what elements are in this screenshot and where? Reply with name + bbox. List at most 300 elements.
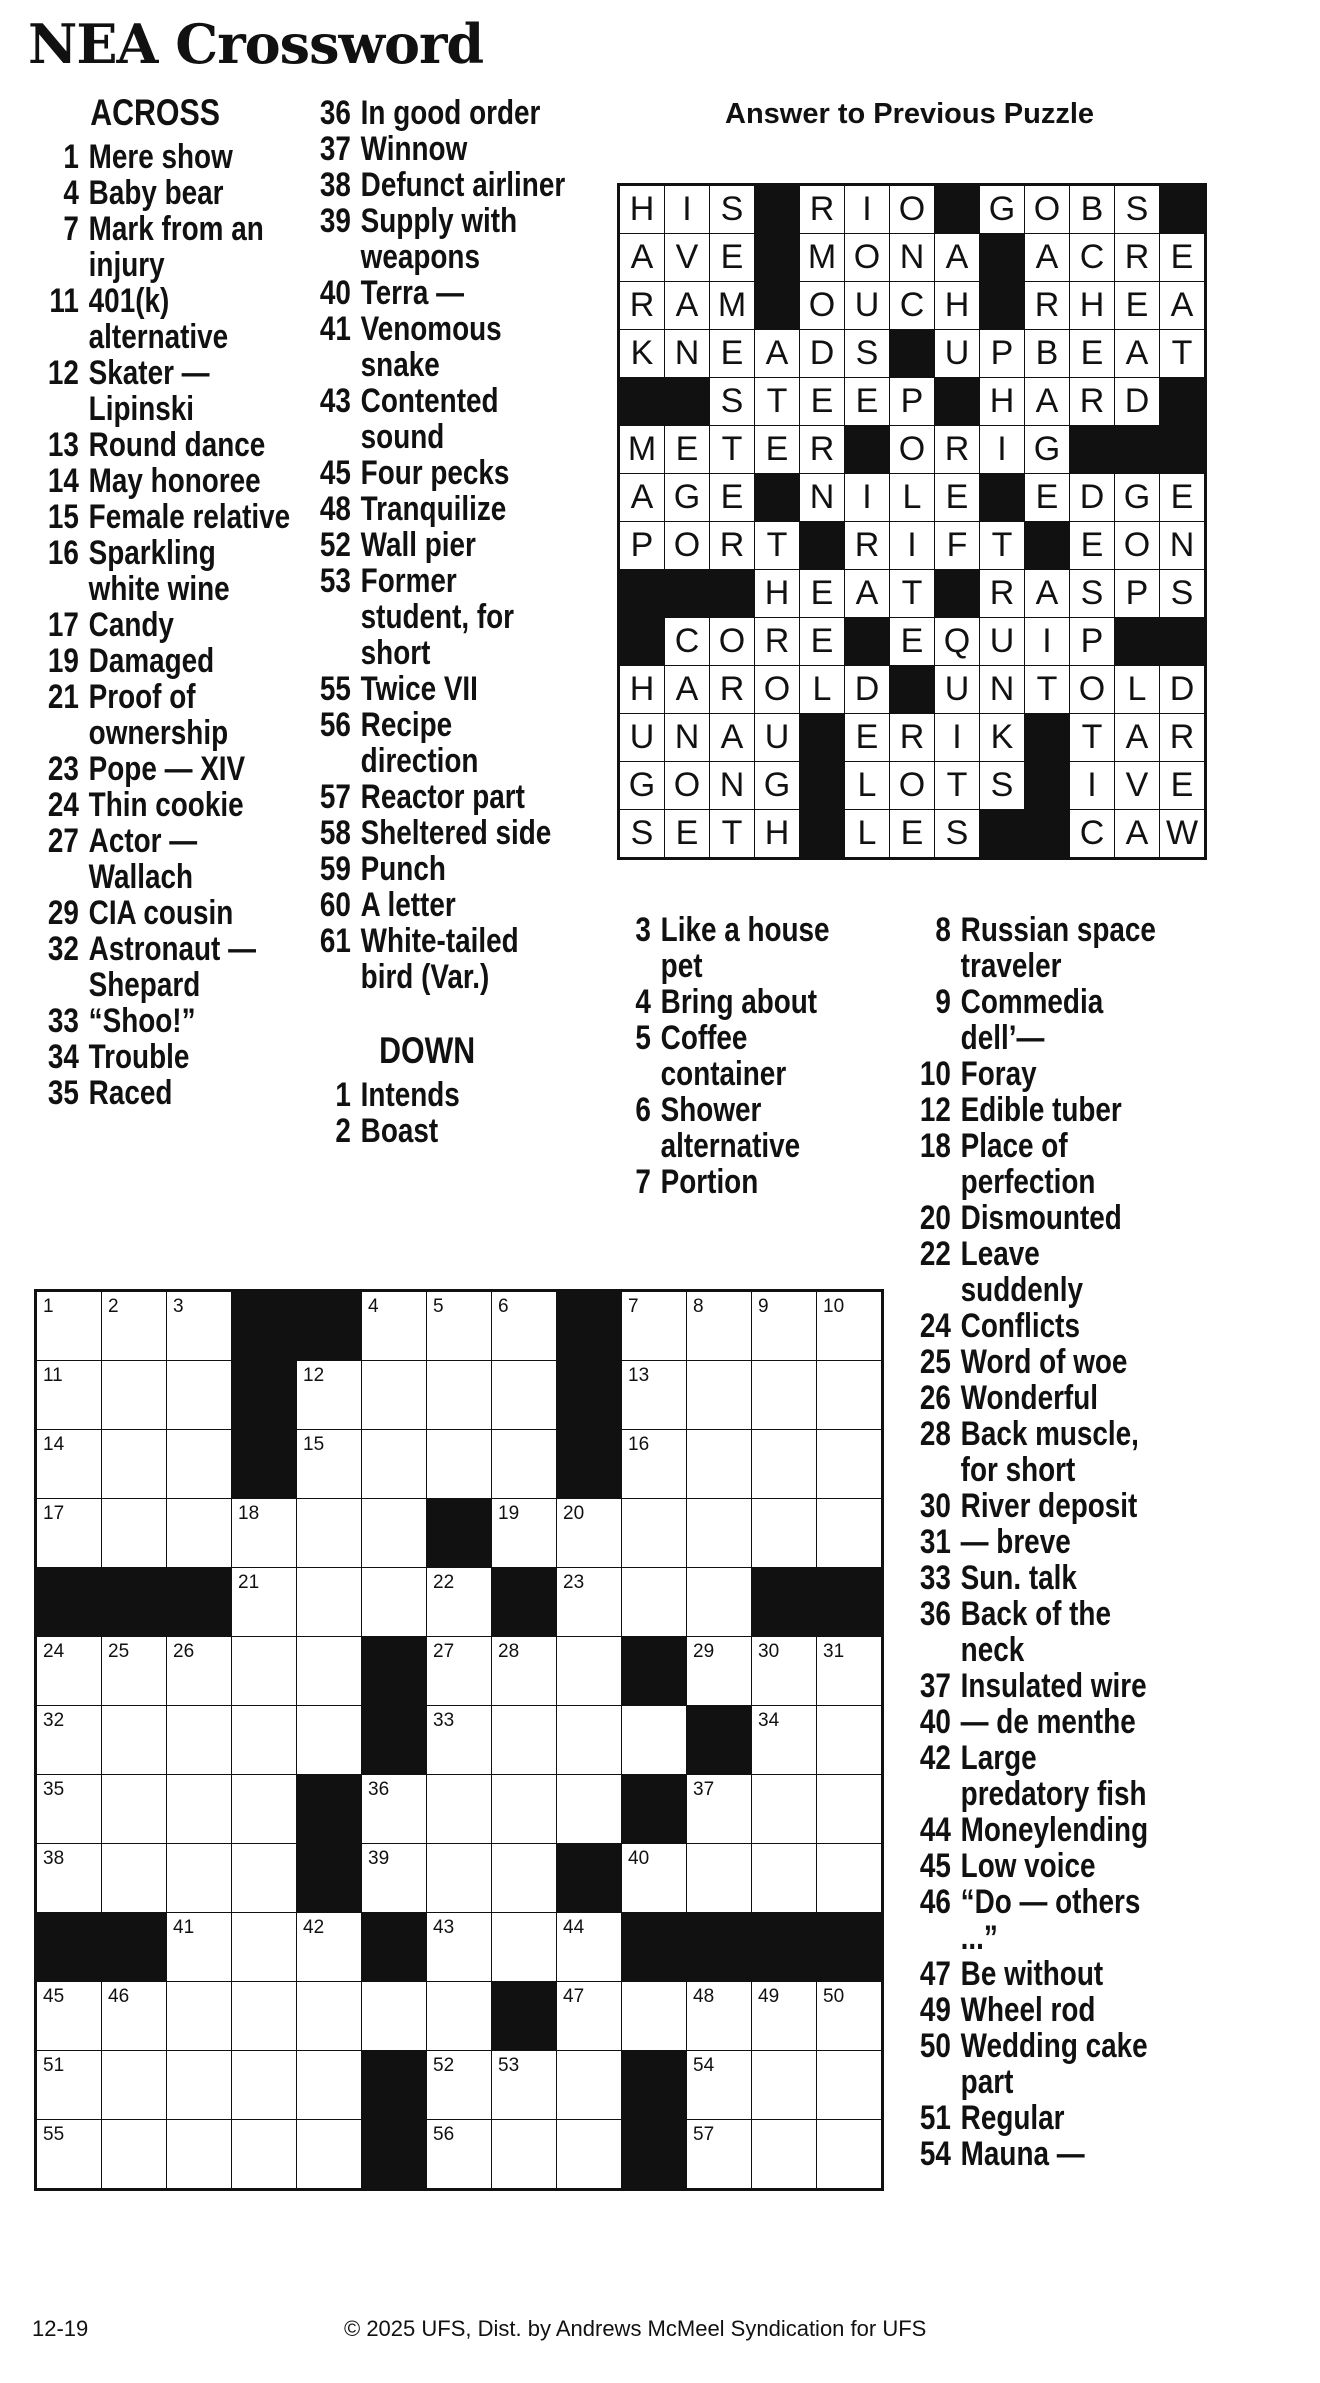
- clue-text: Portion: [660, 1163, 759, 1201]
- grid-cell[interactable]: [232, 1844, 297, 1913]
- clue-number: 37: [919, 1667, 951, 1705]
- clue-number: 59: [319, 850, 351, 888]
- answer-letter: M: [619, 426, 665, 474]
- across-clue: [300, 527, 566, 563]
- black-square: [557, 1361, 622, 1430]
- grid-cell[interactable]: [102, 1361, 167, 1430]
- grid-cell[interactable]: [232, 1568, 297, 1637]
- across-clue: [28, 283, 294, 355]
- grid-cell[interactable]: [102, 1499, 167, 1568]
- grid-cell[interactable]: [752, 2051, 817, 2120]
- across-clue: [300, 671, 566, 707]
- grid-cell[interactable]: [427, 2120, 492, 2190]
- grid-cell[interactable]: [102, 2051, 167, 2120]
- answer-letter: C: [1070, 810, 1115, 859]
- grid-cell[interactable]: [622, 1361, 687, 1430]
- black-square: [102, 1568, 167, 1637]
- grid-cell[interactable]: [492, 1361, 557, 1430]
- black-square: [557, 1844, 622, 1913]
- cell-number: 4: [368, 1296, 379, 1317]
- grid-cell[interactable]: [297, 1706, 362, 1775]
- grid-cell[interactable]: [297, 2051, 362, 2120]
- grid-cell[interactable]: [167, 1361, 232, 1430]
- grid-cell[interactable]: [167, 1499, 232, 1568]
- grid-cell[interactable]: [427, 1844, 492, 1913]
- grid-cell[interactable]: [817, 1361, 883, 1430]
- grid-cell[interactable]: [492, 1844, 557, 1913]
- clue-text: Former student, for short: [360, 562, 515, 672]
- clue-text: Low voice: [960, 1847, 1096, 1885]
- grid-cell[interactable]: [687, 1775, 752, 1844]
- grid-cell[interactable]: [36, 1844, 102, 1913]
- grid-cell[interactable]: [102, 1637, 167, 1706]
- answer-letter: S: [1070, 570, 1115, 618]
- across-clue: [28, 823, 294, 895]
- clue-text: Sheltered side: [360, 814, 552, 852]
- black-square: [980, 234, 1025, 282]
- black-square: [362, 1913, 427, 1982]
- grid-cell[interactable]: [427, 1568, 492, 1637]
- black-square: [232, 1291, 297, 1361]
- black-square: [362, 1637, 427, 1706]
- grid-cell[interactable]: [557, 2120, 622, 2190]
- grid-cell[interactable]: [167, 2120, 232, 2190]
- grid-cell[interactable]: [427, 1430, 492, 1499]
- grid-cell[interactable]: [817, 1775, 883, 1844]
- cell-number: 56: [433, 2124, 455, 2145]
- grid-cell[interactable]: [492, 2051, 557, 2120]
- grid-cell[interactable]: [622, 1844, 687, 1913]
- answer-letter: G: [1115, 474, 1160, 522]
- answer-letter: T: [890, 570, 935, 618]
- answer-letter: E: [800, 570, 845, 618]
- answer-letter: E: [800, 378, 845, 426]
- grid-cell[interactable]: [687, 1982, 752, 2051]
- clue-number: 12: [47, 354, 79, 392]
- clue-text: 401(k) alternative: [88, 282, 229, 356]
- grid-cell[interactable]: [817, 2051, 883, 2120]
- answer-letter: I: [845, 185, 890, 234]
- across-clue: [28, 499, 294, 535]
- grid-cell[interactable]: [297, 1568, 362, 1637]
- clue-text: Foray: [960, 1055, 1037, 1093]
- black-square: [232, 1430, 297, 1499]
- cell-number: 49: [758, 1986, 780, 2007]
- copyright: © 2025 UFS, Dist. by Andrews McMeel Syndication for UFS: [344, 2316, 927, 2341]
- grid-cell[interactable]: [427, 1706, 492, 1775]
- grid-cell[interactable]: [36, 1430, 102, 1499]
- across-clue: [28, 607, 294, 643]
- answer-letter: T: [1070, 714, 1115, 762]
- cell-number: 6: [498, 1296, 509, 1317]
- clue-text: Conflicts: [960, 1307, 1080, 1345]
- cell-number: 35: [43, 1779, 65, 1800]
- across-clue: [28, 1075, 294, 1111]
- clue-number: 37: [319, 130, 351, 168]
- grid-cell[interactable]: [752, 1775, 817, 1844]
- puzzle-grid: [34, 1289, 884, 2191]
- answer-letter: H: [619, 185, 665, 234]
- grid-cell[interactable]: [687, 2120, 752, 2190]
- across-clue: [300, 275, 566, 311]
- grid-cell[interactable]: [492, 1430, 557, 1499]
- answer-letter: T: [710, 426, 755, 474]
- cell-number: 9: [758, 1296, 769, 1317]
- grid-cell[interactable]: [752, 1844, 817, 1913]
- cell-number: 45: [43, 1986, 65, 2007]
- grid-cell[interactable]: [492, 1775, 557, 1844]
- grid-cell[interactable]: [167, 1430, 232, 1499]
- grid-cell[interactable]: [752, 1361, 817, 1430]
- clue-text: Trouble: [88, 1038, 190, 1076]
- grid-cell[interactable]: [492, 1913, 557, 1982]
- grid-cell[interactable]: [297, 1361, 362, 1430]
- down-heading: DOWN: [379, 1030, 476, 1071]
- grid-cell[interactable]: [297, 2120, 362, 2190]
- clue-number: 11: [49, 282, 79, 320]
- answer-letter: L: [800, 666, 845, 714]
- answer-letter: A: [755, 330, 800, 378]
- answer-letter: O: [1070, 666, 1115, 714]
- grid-cell[interactable]: [817, 2120, 883, 2190]
- answer-letter: O: [755, 666, 800, 714]
- grid-cell[interactable]: [492, 2120, 557, 2190]
- cell-number: 11: [43, 1365, 63, 1386]
- black-square: [1160, 378, 1206, 426]
- clue-number: 57: [319, 778, 351, 816]
- grid-cell[interactable]: [362, 1430, 427, 1499]
- cell-number: 3: [173, 1296, 184, 1317]
- answer-letter: I: [1070, 762, 1115, 810]
- grid-cell[interactable]: [752, 2120, 817, 2190]
- grid-cell[interactable]: [427, 1361, 492, 1430]
- answer-letter: B: [1070, 185, 1115, 234]
- grid-cell[interactable]: [102, 1982, 167, 2051]
- grid-cell[interactable]: [167, 1291, 232, 1361]
- down-clue: [900, 1560, 1166, 1596]
- clue-number: 2: [335, 1112, 351, 1150]
- grid-cell[interactable]: [232, 1775, 297, 1844]
- answer-letter: T: [1025, 666, 1070, 714]
- grid-cell[interactable]: [622, 1499, 687, 1568]
- answer-letter: N: [665, 330, 710, 378]
- grid-cell[interactable]: [297, 1430, 362, 1499]
- grid-cell[interactable]: [36, 1706, 102, 1775]
- answer-letter: N: [1160, 522, 1206, 570]
- clue-number: 56: [319, 706, 351, 744]
- clue-text: Intends: [360, 1076, 460, 1114]
- grid-cell[interactable]: [232, 1982, 297, 2051]
- down-clue: [600, 1092, 866, 1164]
- down-column-3: [900, 912, 1166, 2172]
- answer-letter: D: [845, 666, 890, 714]
- grid-cell[interactable]: [687, 1637, 752, 1706]
- clue-text: Proof of ownership: [88, 678, 229, 752]
- grid-cell[interactable]: [102, 1775, 167, 1844]
- answer-letter: U: [619, 714, 665, 762]
- black-square: [845, 426, 890, 474]
- cell-number: 27: [433, 1641, 455, 1662]
- across-clue: [28, 787, 294, 823]
- grid-cell[interactable]: [557, 1913, 622, 1982]
- down-clue: [900, 984, 1166, 1056]
- cell-number: 50: [823, 1986, 845, 2007]
- clue-text: Twice VII: [360, 670, 478, 708]
- black-square: [800, 762, 845, 810]
- clue-number: 60: [319, 886, 351, 924]
- answer-letter: E: [890, 618, 935, 666]
- grid-cell[interactable]: [232, 1913, 297, 1982]
- answer-letter: A: [1025, 378, 1070, 426]
- grid-cell[interactable]: [167, 1775, 232, 1844]
- grid-cell[interactable]: [622, 1982, 687, 2051]
- grid-cell[interactable]: [557, 1568, 622, 1637]
- answer-letter: T: [1160, 330, 1206, 378]
- date-code: 12-19: [32, 2316, 89, 2341]
- grid-cell[interactable]: [362, 1291, 427, 1361]
- clue-number: 45: [919, 1847, 951, 1885]
- answer-letter: E: [1115, 282, 1160, 330]
- grid-cell[interactable]: [167, 1844, 232, 1913]
- grid-cell[interactable]: [427, 1775, 492, 1844]
- grid-cell[interactable]: [36, 1361, 102, 1430]
- grid-cell[interactable]: [362, 1568, 427, 1637]
- grid-cell[interactable]: [36, 1982, 102, 2051]
- clue-text: Boast: [360, 1112, 439, 1150]
- grid-cell[interactable]: [817, 1844, 883, 1913]
- answer-letter: E: [665, 426, 710, 474]
- grid-cell[interactable]: [752, 1706, 817, 1775]
- cell-number: 12: [303, 1365, 325, 1386]
- grid-cell[interactable]: [232, 1706, 297, 1775]
- grid-cell[interactable]: [427, 1913, 492, 1982]
- cell-number: 20: [563, 1503, 585, 1524]
- grid-cell[interactable]: [427, 1291, 492, 1361]
- black-square: [935, 378, 980, 426]
- grid-cell[interactable]: [36, 1291, 102, 1361]
- across-clue: [300, 491, 566, 527]
- across-clue: [28, 535, 294, 607]
- answer-letter: O: [890, 426, 935, 474]
- grid-cell[interactable]: [427, 2051, 492, 2120]
- answer-letter: T: [935, 762, 980, 810]
- clue-text: Dismounted: [960, 1199, 1122, 1237]
- black-square: [1160, 426, 1206, 474]
- grid-cell[interactable]: [167, 1637, 232, 1706]
- clue-text: Moneylending: [960, 1811, 1149, 1849]
- black-square: [890, 330, 935, 378]
- grid-cell[interactable]: [492, 1706, 557, 1775]
- answer-grid: [617, 183, 1207, 860]
- clue-number: 22: [919, 1235, 951, 1273]
- grid-cell[interactable]: [427, 1982, 492, 2051]
- grid-cell[interactable]: [232, 2120, 297, 2190]
- grid-cell[interactable]: [167, 2051, 232, 2120]
- clue-text: Recipe direction: [360, 706, 479, 780]
- cell-number: 36: [368, 1779, 390, 1800]
- answer-letter: T: [710, 810, 755, 859]
- answer-letter: R: [710, 666, 755, 714]
- grid-cell[interactable]: [102, 2120, 167, 2190]
- down-clue: [900, 1668, 1166, 1704]
- clue-number: 54: [919, 2135, 951, 2173]
- grid-cell[interactable]: [752, 1499, 817, 1568]
- answer-letter: E: [845, 378, 890, 426]
- grid-cell[interactable]: [297, 1982, 362, 2051]
- black-square: [1160, 618, 1206, 666]
- answer-letter: N: [800, 474, 845, 522]
- grid-cell[interactable]: [817, 1291, 883, 1361]
- grid-cell[interactable]: [752, 1291, 817, 1361]
- answer-letter: A: [1025, 570, 1070, 618]
- grid-cell[interactable]: [687, 1844, 752, 1913]
- grid-cell[interactable]: [687, 2051, 752, 2120]
- grid-cell[interactable]: [36, 1775, 102, 1844]
- grid-cell[interactable]: [167, 1982, 232, 2051]
- grid-cell[interactable]: [232, 1499, 297, 1568]
- black-square: [755, 234, 800, 282]
- grid-cell[interactable]: [102, 1844, 167, 1913]
- grid-cell[interactable]: [36, 1499, 102, 1568]
- grid-cell[interactable]: [557, 1706, 622, 1775]
- grid-cell[interactable]: [622, 1706, 687, 1775]
- grid-cell[interactable]: [232, 1637, 297, 1706]
- grid-cell[interactable]: [362, 1775, 427, 1844]
- black-square: [619, 378, 665, 426]
- clue-text: Word of woe: [960, 1343, 1128, 1381]
- grid-cell[interactable]: [817, 1637, 883, 1706]
- grid-cell[interactable]: [102, 1430, 167, 1499]
- grid-cell[interactable]: [297, 1913, 362, 1982]
- clue-number: 3: [635, 911, 651, 949]
- grid-cell[interactable]: [622, 1430, 687, 1499]
- answer-letter: R: [800, 426, 845, 474]
- grid-cell[interactable]: [752, 1430, 817, 1499]
- grid-cell[interactable]: [557, 2051, 622, 2120]
- grid-cell[interactable]: [687, 1568, 752, 1637]
- grid-cell[interactable]: [752, 1982, 817, 2051]
- grid-cell[interactable]: [102, 1291, 167, 1361]
- grid-cell[interactable]: [362, 1982, 427, 2051]
- cell-number: 30: [758, 1641, 780, 1662]
- answer-letter: R: [1025, 282, 1070, 330]
- grid-cell[interactable]: [36, 2051, 102, 2120]
- answer-letter: P: [1070, 618, 1115, 666]
- down-clue: [900, 1812, 1166, 1848]
- down-clue: [600, 984, 866, 1020]
- answer-letter: G: [755, 762, 800, 810]
- clue-text: Wall pier: [360, 526, 476, 564]
- cell-number: 53: [498, 2055, 520, 2076]
- grid-cell[interactable]: [167, 1706, 232, 1775]
- answer-letter: E: [710, 330, 755, 378]
- grid-cell[interactable]: [687, 1361, 752, 1430]
- clue-text: — de menthe: [960, 1703, 1136, 1741]
- cell-number: 5: [433, 1296, 444, 1317]
- grid-cell[interactable]: [362, 1844, 427, 1913]
- clue-text: Insulated wire: [960, 1667, 1147, 1705]
- clue-text: Raced: [88, 1074, 173, 1112]
- grid-cell[interactable]: [687, 1430, 752, 1499]
- answer-letter: U: [755, 714, 800, 762]
- grid-cell[interactable]: [752, 1637, 817, 1706]
- cell-number: 34: [758, 1710, 780, 1731]
- black-square: [557, 1291, 622, 1361]
- clue-number: 44: [919, 1811, 951, 1849]
- grid-cell[interactable]: [36, 1637, 102, 1706]
- clue-number: 24: [47, 786, 79, 824]
- answer-letter: R: [800, 185, 845, 234]
- clue-number: 9: [935, 983, 951, 1021]
- answer-letter: O: [1115, 522, 1160, 570]
- answer-letter: E: [935, 474, 980, 522]
- answer-letter: E: [710, 234, 755, 282]
- clue-number: 40: [919, 1703, 951, 1741]
- black-square: [980, 474, 1025, 522]
- clue-text: Leave suddenly: [960, 1235, 1084, 1309]
- grid-cell[interactable]: [362, 1499, 427, 1568]
- answer-letter: I: [890, 522, 935, 570]
- grid-cell[interactable]: [687, 1291, 752, 1361]
- clue-text: — breve: [960, 1523, 1071, 1561]
- black-square: [1160, 185, 1206, 234]
- grid-cell[interactable]: [232, 2051, 297, 2120]
- grid-cell[interactable]: [687, 1499, 752, 1568]
- grid-cell[interactable]: [167, 1913, 232, 1982]
- grid-cell[interactable]: [817, 1982, 883, 2051]
- grid-cell[interactable]: [817, 1706, 883, 1775]
- clue-text: Edible tuber: [960, 1091, 1122, 1129]
- down-clue: [900, 912, 1166, 984]
- grid-cell[interactable]: [492, 1499, 557, 1568]
- clue-text: Actor — Wallach: [88, 822, 198, 896]
- answer-letter: A: [1115, 330, 1160, 378]
- grid-cell[interactable]: [36, 2120, 102, 2190]
- grid-cell[interactable]: [492, 1637, 557, 1706]
- black-square: [167, 1568, 232, 1637]
- answer-letter: I: [845, 474, 890, 522]
- grid-cell[interactable]: [817, 1499, 883, 1568]
- grid-cell[interactable]: [297, 1499, 362, 1568]
- answer-letter: E: [665, 810, 710, 859]
- across-clue: [28, 643, 294, 679]
- grid-cell[interactable]: [492, 1291, 557, 1361]
- grid-cell[interactable]: [557, 1499, 622, 1568]
- grid-cell[interactable]: [102, 1706, 167, 1775]
- across-clue: [28, 931, 294, 1003]
- across-clue: [28, 1039, 294, 1075]
- grid-cell[interactable]: [622, 1568, 687, 1637]
- grid-cell[interactable]: [557, 1982, 622, 2051]
- clue-number: 47: [919, 1955, 951, 1993]
- grid-cell[interactable]: [622, 1291, 687, 1361]
- across-clue: [300, 815, 566, 851]
- clue-number: 41: [319, 310, 351, 348]
- answer-letter: U: [980, 618, 1025, 666]
- grid-cell[interactable]: [427, 1637, 492, 1706]
- clue-text: Large predatory fish: [960, 1739, 1147, 1813]
- grid-cell[interactable]: [362, 1361, 427, 1430]
- grid-cell[interactable]: [817, 1430, 883, 1499]
- grid-cell[interactable]: [557, 1637, 622, 1706]
- answer-letter: P: [980, 330, 1025, 378]
- grid-cell[interactable]: [557, 1775, 622, 1844]
- answer-letter: N: [665, 714, 710, 762]
- down-clue: [900, 2028, 1166, 2100]
- across-clue: [300, 131, 566, 167]
- grid-cell[interactable]: [297, 1637, 362, 1706]
- clue-number: 16: [47, 534, 79, 572]
